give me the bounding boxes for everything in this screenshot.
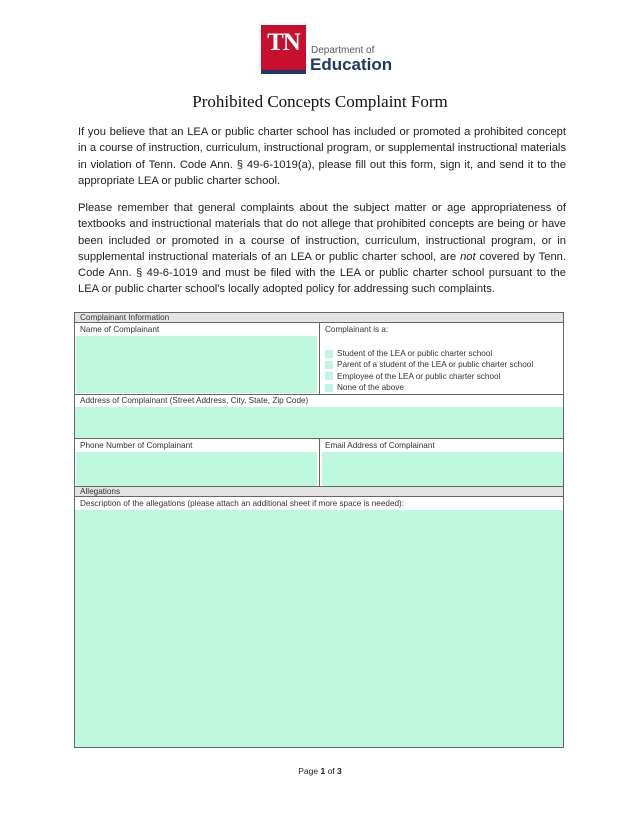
intro-paragraph-2	[78, 200, 566, 298]
complaint-form	[74, 312, 564, 748]
logo-navy-bar	[261, 70, 306, 74]
option-none[interactable]	[325, 382, 533, 393]
intro-paragraph-1: If you believe that an LEA or public charter school has included or promoted a prohibited concept in a course of instruction, curriculum, instructional program, or supplemental instructional materials in violation of Tenn. Code Ann. § 49-6-1019(a), please fill out this form, sign it, and send it to the appropriate LEA or public charter school.	[78, 126, 566, 187]
checkbox[interactable]	[325, 372, 333, 380]
description-label: Description of the allegations (please attach an additional sheet if more space is needed):	[80, 499, 405, 508]
email-label: Email Address of Complainant	[325, 441, 435, 450]
page-word: Page	[298, 766, 319, 776]
intro-paragraph-2-part-b: covered by Tenn. Code Ann. § 49-6-1019 and must be filed with the LEA or public charter school pursuant to the LEA or public charter school's locally adopted policy for addressing such complaints.	[78, 250, 567, 296]
logo-abbr: TN	[267, 29, 300, 56]
page-current: 1	[320, 766, 326, 776]
page-footer	[0, 766, 640, 776]
address-label: Address of Complainant (Street Address, City, State, Zip Code)	[80, 396, 309, 405]
phone-label: Phone Number of Complainant	[80, 441, 193, 450]
option-label: None of the above	[337, 383, 404, 393]
checkbox[interactable]	[325, 350, 333, 358]
option-student[interactable]	[325, 348, 533, 359]
checkbox[interactable]	[325, 384, 333, 392]
intro-paragraph-2-emphasis: not	[460, 250, 476, 263]
logo-department-text: Department of	[311, 45, 375, 56]
of-word: of	[327, 766, 335, 776]
tn-doe-logo	[261, 25, 393, 77]
name-label: Name of Complainant	[80, 325, 160, 334]
phone-field[interactable]	[76, 452, 317, 486]
option-employee[interactable]	[325, 371, 533, 382]
complainant-type-options	[325, 348, 533, 393]
option-parent[interactable]	[325, 359, 533, 370]
option-label: Parent of a student of the LEA or public charter school	[337, 360, 534, 370]
option-label: Student of the LEA or public charter school	[337, 349, 493, 359]
logo-education-text: Education	[310, 55, 393, 74]
complainant-is-label: Complainant is a:	[325, 325, 389, 334]
allegations-header: Allegations	[75, 487, 563, 497]
address-field[interactable]	[75, 407, 563, 438]
page-title: Prohibited Concepts Complaint Form	[192, 92, 448, 111]
intro-paragraph-2-part-a: Please remember that general complaints about the subject matter or age appropriateness of textbooks and instructional materials that do not allege that prohibited concepts are being or have been included or promoted in a course of instruction, curriculum, instructional program, or in supplemental instructional materials of an LEA or public charter school, are	[78, 202, 566, 263]
option-label: Employee of the LEA or public charter school	[337, 371, 501, 381]
description-field[interactable]	[75, 510, 563, 747]
checkbox[interactable]	[325, 361, 333, 369]
complainant-info-header: Complainant Information	[75, 313, 563, 323]
page-total: 3	[337, 766, 342, 776]
email-field[interactable]	[322, 452, 563, 486]
name-field[interactable]	[76, 336, 317, 393]
